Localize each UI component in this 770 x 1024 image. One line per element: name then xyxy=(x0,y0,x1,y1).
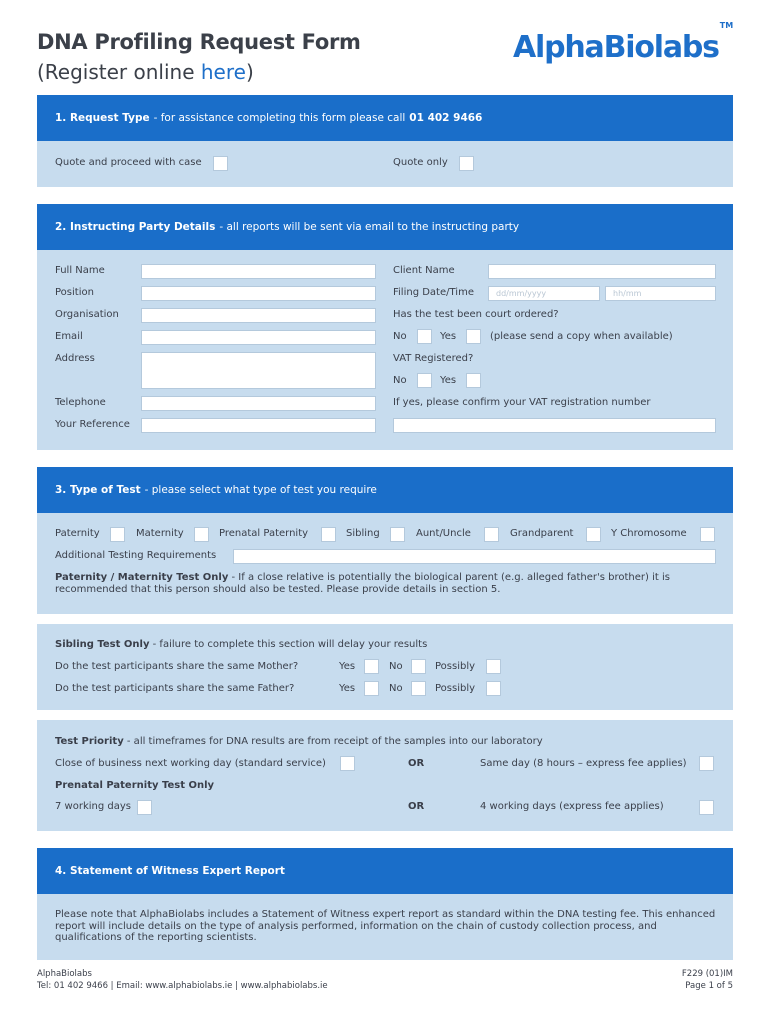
test-aunt-uncle-label: Aunt/Uncle xyxy=(416,528,471,539)
vat-yes-label: Yes xyxy=(440,375,457,386)
sibling-note xyxy=(55,639,427,650)
test-y-chromosome-label: Y Chromosome xyxy=(611,528,687,539)
test-prenatal-label: Prenatal Paternity xyxy=(219,528,309,539)
test-prenatal-checkbox[interactable] xyxy=(321,527,336,542)
filing-time-input[interactable] xyxy=(605,286,716,301)
next-day-label: Close of business next working day (standard service) xyxy=(55,758,326,769)
date-placeholder: dd/mm/yyyy xyxy=(496,289,547,298)
copy-note: (please send a copy when available) xyxy=(490,331,673,342)
email-input[interactable] xyxy=(141,330,376,345)
next-day-checkbox[interactable] xyxy=(340,756,355,771)
subtitle-prefix: (Register online xyxy=(37,60,201,84)
or-label-2: OR xyxy=(408,801,425,812)
client-name-input[interactable] xyxy=(488,264,716,279)
section-2-note: - all reports will be sent via email to the instructing party xyxy=(219,221,520,233)
vat-no-label: No xyxy=(393,375,407,386)
pm-note-bold: Paternity / Maternity Test Only xyxy=(55,572,229,583)
test-grandparent-label: Grandparent xyxy=(510,528,574,539)
additional-requirements-input[interactable] xyxy=(233,549,716,564)
subtitle-suffix: ) xyxy=(245,60,254,84)
sibling-note-bold: Sibling Test Only xyxy=(55,639,150,650)
q-father-label: Do the test participants share the same Father? xyxy=(55,683,295,694)
test-grandparent-checkbox[interactable] xyxy=(586,527,601,542)
vat-registered-label: VAT Registered? xyxy=(393,353,474,364)
prenatal-only-label: Prenatal Paternity Test Only xyxy=(55,780,215,791)
mother-possibly-label: Possibly xyxy=(435,661,476,672)
section-2-panel xyxy=(37,250,733,450)
vat-confirm-label: If yes, please confirm your VAT registration number xyxy=(393,397,651,408)
vat-number-input[interactable] xyxy=(393,418,716,433)
filing-datetime-label: Filing Date/Time xyxy=(393,287,474,298)
telephone-label: Telephone xyxy=(55,397,106,408)
organisation-input[interactable] xyxy=(141,308,376,323)
position-input[interactable] xyxy=(141,286,376,301)
section-2-title: 2. Instructing Party Details xyxy=(55,221,216,233)
paternity-maternity-note xyxy=(55,572,705,595)
your-reference-label: Your Reference xyxy=(55,419,130,430)
four-days-checkbox[interactable] xyxy=(699,800,714,815)
test-aunt-uncle-checkbox[interactable] xyxy=(484,527,499,542)
sibling-note-text: - failure to complete this section will delay your results xyxy=(149,639,428,650)
quote-only-label: Quote only xyxy=(393,157,448,168)
father-no-label: No xyxy=(389,683,403,694)
section-4-header xyxy=(37,848,733,894)
test-paternity-label: Paternity xyxy=(55,528,100,539)
court-yes-label: Yes xyxy=(440,331,457,342)
sibling-panel xyxy=(37,624,733,710)
organisation-label: Organisation xyxy=(55,309,119,320)
quote-proceed-label: Quote and proceed with case xyxy=(55,157,202,168)
test-sibling-label: Sibling xyxy=(346,528,380,539)
section-3-note: - please select what type of test you require xyxy=(144,484,377,496)
section-3-title: 3. Type of Test xyxy=(55,484,141,496)
section-1-title: 1. Request Type xyxy=(55,112,150,124)
q-mother-label: Do the test participants share the same Mother? xyxy=(55,661,299,672)
section-1-header xyxy=(37,95,733,141)
telephone-input[interactable] xyxy=(141,396,376,411)
seven-days-label: 7 working days xyxy=(55,801,131,812)
footer-right xyxy=(682,968,733,992)
form-subtitle xyxy=(37,60,254,84)
section-3-panel xyxy=(37,513,733,614)
father-yes-checkbox[interactable] xyxy=(364,681,379,696)
register-online-link[interactable]: here xyxy=(200,60,246,84)
quote-proceed-checkbox[interactable] xyxy=(213,156,228,171)
time-placeholder: hh/mm xyxy=(613,289,642,298)
filing-date-input[interactable] xyxy=(488,286,600,301)
section-3-header xyxy=(37,467,733,513)
mother-no-label: No xyxy=(389,661,403,672)
alphabiolabs-logo xyxy=(513,21,734,65)
court-no-checkbox[interactable] xyxy=(417,329,432,344)
vat-no-checkbox[interactable] xyxy=(417,373,432,388)
vat-yes-checkbox[interactable] xyxy=(466,373,481,388)
footer-page-number: Page 1 of 5 xyxy=(685,981,733,991)
full-name-input[interactable] xyxy=(141,264,376,279)
section-4-panel xyxy=(37,894,733,960)
pm-note-text: - If a close relative is potentially the biological parent (e.g. alleged father's brother) it is recommended that this person should also be tested. Please provide details in section 5. xyxy=(55,572,670,595)
test-y-chromosome-checkbox[interactable] xyxy=(700,527,715,542)
four-days-label: 4 working days (express fee applies) xyxy=(480,801,664,812)
priority-note-bold: Test Priority xyxy=(55,736,124,747)
position-label: Position xyxy=(55,287,94,298)
mother-no-checkbox[interactable] xyxy=(411,659,426,674)
your-reference-input[interactable] xyxy=(141,418,376,433)
footer-left xyxy=(37,968,328,992)
section-1-phone: 01 402 9466 xyxy=(409,112,483,124)
address-label: Address xyxy=(55,353,95,364)
section-1-panel xyxy=(37,141,733,187)
father-possibly-checkbox[interactable] xyxy=(486,681,501,696)
footer-form-code: F229 (01)IM xyxy=(681,969,733,979)
same-day-checkbox[interactable] xyxy=(699,756,714,771)
mother-yes-checkbox[interactable] xyxy=(364,659,379,674)
priority-panel xyxy=(37,720,733,831)
logo-text: AlphaBiolabs xyxy=(513,30,719,65)
section-1-note: - for assistance completing this form please call xyxy=(153,112,406,124)
seven-days-checkbox[interactable] xyxy=(137,800,152,815)
father-yes-label: Yes xyxy=(339,683,356,694)
address-input[interactable] xyxy=(141,352,376,389)
mother-yes-label: Yes xyxy=(339,661,356,672)
test-paternity-checkbox[interactable] xyxy=(110,527,125,542)
logo-tm: TM xyxy=(719,21,734,30)
court-ordered-label: Has the test been court ordered? xyxy=(393,309,559,320)
or-label-1: OR xyxy=(408,758,425,769)
priority-note xyxy=(55,736,543,747)
same-day-label: Same day (8 hours – express fee applies) xyxy=(480,758,687,769)
footer-company: AlphaBiolabs xyxy=(37,969,92,979)
test-maternity-label: Maternity xyxy=(136,528,184,539)
test-maternity-checkbox[interactable] xyxy=(194,527,209,542)
section-2-header xyxy=(37,204,733,250)
full-name-label: Full Name xyxy=(55,265,105,276)
court-no-label: No xyxy=(393,331,407,342)
court-yes-checkbox[interactable] xyxy=(466,329,481,344)
father-possibly-label: Possibly xyxy=(435,683,476,694)
footer-contact: Tel: 01 402 9466 | Email: www.alphabiolabs.ie | www.alphabiolabs.ie xyxy=(37,981,328,991)
priority-note-text: - all timeframes for DNA results are from receipt of the samples into our laboratory xyxy=(123,736,543,747)
client-name-label: Client Name xyxy=(393,265,455,276)
email-label: Email xyxy=(55,331,83,342)
test-sibling-checkbox[interactable] xyxy=(390,527,405,542)
form-title: DNA Profiling Request Form xyxy=(37,30,361,54)
section-4-title: 4. Statement of Witness Expert Report xyxy=(55,865,285,877)
witness-report-text: Please note that AlphaBiolabs includes a Statement of Witness expert report as standard within the DNA testing fee. This enhanced report will include details on the type of analysis performed, information on the chain of custody collection process, and qualifications of the reporting scientists. xyxy=(55,909,716,943)
additional-requirements-label: Additional Testing Requirements xyxy=(55,550,217,561)
quote-only-checkbox[interactable] xyxy=(459,156,474,171)
father-no-checkbox[interactable] xyxy=(411,681,426,696)
mother-possibly-checkbox[interactable] xyxy=(486,659,501,674)
